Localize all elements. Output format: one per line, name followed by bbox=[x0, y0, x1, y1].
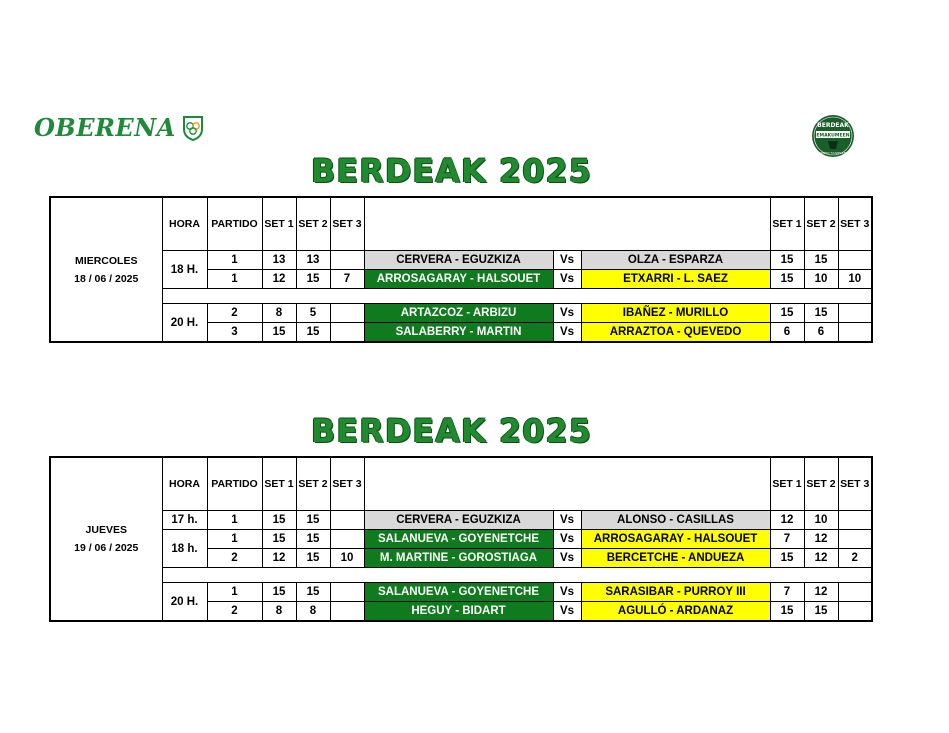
score-a-set3 bbox=[330, 323, 364, 343]
score-b-set1: 12 bbox=[770, 511, 804, 530]
score-a-set1: 12 bbox=[262, 549, 296, 568]
score-a-set3: 7 bbox=[330, 270, 364, 289]
header-blank bbox=[364, 457, 770, 511]
score-b-set2: 12 bbox=[804, 549, 838, 568]
hora-header: HORA bbox=[162, 457, 207, 511]
score-a-set3 bbox=[330, 304, 364, 323]
hora-cell: 20 H. bbox=[162, 304, 207, 343]
team-a: HEGUY - BIDART bbox=[364, 602, 553, 622]
score-a-set2: 15 bbox=[296, 549, 330, 568]
score-a-set3: 10 bbox=[330, 549, 364, 568]
partido-cell: 1 bbox=[207, 511, 262, 530]
score-b-set2: 15 bbox=[804, 602, 838, 622]
score-a-set2: 8 bbox=[296, 602, 330, 622]
score-a-set1: 15 bbox=[262, 530, 296, 549]
score-a-set1: 15 bbox=[262, 323, 296, 343]
score-a-set1: 8 bbox=[262, 602, 296, 622]
score-a-set2: 15 bbox=[296, 583, 330, 602]
set2-header-b: SET 2 bbox=[804, 197, 838, 251]
spacer-row bbox=[50, 289, 872, 304]
day-name: MIERCOLES bbox=[75, 254, 138, 267]
table-row bbox=[50, 583, 872, 602]
emblem-mid-text: EMAKUMEEN bbox=[816, 133, 850, 139]
score-b-set1: 6 bbox=[770, 323, 804, 343]
spacer-cell bbox=[162, 568, 872, 583]
team-b: ARRAZTOA - QUEVEDO bbox=[581, 323, 770, 343]
score-a-set1: 8 bbox=[262, 304, 296, 323]
score-b-set3 bbox=[838, 323, 872, 343]
vs-label: Vs bbox=[553, 270, 581, 289]
score-a-set2: 15 bbox=[296, 530, 330, 549]
partido-cell: 2 bbox=[207, 304, 262, 323]
score-b-set3 bbox=[838, 251, 872, 270]
team-a: M. MARTINE - GOROSTIAGA bbox=[364, 549, 553, 568]
table-row bbox=[50, 530, 872, 549]
set3-header: SET 3 bbox=[330, 197, 364, 251]
team-a: SALANUEVA - GOYENETCHE bbox=[364, 530, 553, 549]
set1-header-b: SET 1 bbox=[770, 197, 804, 251]
set3-header-b: SET 3 bbox=[838, 197, 872, 251]
team-a: SALABERRY - MARTIN bbox=[364, 323, 553, 343]
score-a-set3 bbox=[330, 530, 364, 549]
score-b-set3: 10 bbox=[838, 270, 872, 289]
score-b-set2: 12 bbox=[804, 583, 838, 602]
hora-header: HORA bbox=[162, 197, 207, 251]
score-a-set3 bbox=[330, 251, 364, 270]
score-a-set1: 15 bbox=[262, 583, 296, 602]
day-cell bbox=[50, 457, 162, 621]
set3-header-b: SET 3 bbox=[838, 457, 872, 511]
score-a-set3 bbox=[330, 583, 364, 602]
partido-header: PARTIDO bbox=[207, 457, 262, 511]
hora-cell: 17 h. bbox=[162, 511, 207, 530]
score-a-set3 bbox=[330, 602, 364, 622]
partido-cell: 2 bbox=[207, 549, 262, 568]
score-a-set2: 13 bbox=[296, 251, 330, 270]
score-b-set2: 10 bbox=[804, 511, 838, 530]
score-a-set2: 15 bbox=[296, 323, 330, 343]
score-b-set2: 12 bbox=[804, 530, 838, 549]
score-b-set1: 7 bbox=[770, 583, 804, 602]
score-a-set2: 15 bbox=[296, 511, 330, 530]
partido-cell: 1 bbox=[207, 251, 262, 270]
team-a: ARTAZCOZ - ARBIZU bbox=[364, 304, 553, 323]
hora-cell: 18 H. bbox=[162, 251, 207, 289]
spacer-cell bbox=[162, 289, 872, 304]
table-row bbox=[50, 304, 872, 323]
set1-header: SET 1 bbox=[262, 197, 296, 251]
vs-label: Vs bbox=[553, 323, 581, 343]
day-date: 19 / 06 / 2025 bbox=[74, 542, 139, 554]
set1-header-b: SET 1 bbox=[770, 457, 804, 511]
score-b-set2: 6 bbox=[804, 323, 838, 343]
score-b-set1: 15 bbox=[770, 549, 804, 568]
schedule-table-thursday bbox=[49, 456, 873, 622]
score-b-set3 bbox=[838, 304, 872, 323]
header-blank bbox=[364, 197, 770, 251]
header-row bbox=[50, 197, 872, 251]
score-b-set3 bbox=[838, 583, 872, 602]
score-a-set2: 5 bbox=[296, 304, 330, 323]
score-a-set2: 15 bbox=[296, 270, 330, 289]
oberena-logo bbox=[34, 113, 204, 142]
team-b: BERCETCHE - ANDUEZA bbox=[581, 549, 770, 568]
header-row bbox=[50, 457, 872, 511]
score-b-set3 bbox=[838, 602, 872, 622]
vs-label: Vs bbox=[553, 511, 581, 530]
oberena-wordmark: OBERENA bbox=[34, 113, 176, 142]
team-b: ALONSO - CASILLAS bbox=[581, 511, 770, 530]
score-b-set2: 10 bbox=[804, 270, 838, 289]
vs-label: Vs bbox=[553, 251, 581, 270]
hora-cell: 18 h. bbox=[162, 530, 207, 568]
score-b-set2: 15 bbox=[804, 304, 838, 323]
partido-cell: 1 bbox=[207, 530, 262, 549]
partido-cell: 1 bbox=[207, 270, 262, 289]
score-b-set3 bbox=[838, 511, 872, 530]
day-cell bbox=[50, 197, 162, 342]
emblem-bottom-text: TORNEO TXAPELKETA bbox=[816, 151, 850, 155]
team-b: OLZA - ESPARZA bbox=[581, 251, 770, 270]
score-b-set1: 15 bbox=[770, 602, 804, 622]
team-b: SARASIBAR - PURROY III bbox=[581, 583, 770, 602]
hora-cell: 20 H. bbox=[162, 583, 207, 622]
page-title-2: BERDEAK 2025 bbox=[310, 412, 593, 450]
set2-header: SET 2 bbox=[296, 197, 330, 251]
table-row bbox=[50, 511, 872, 530]
emblem-top-text: BERDEAK bbox=[817, 122, 849, 129]
team-b: IBAÑEZ - MURILLO bbox=[581, 304, 770, 323]
score-b-set1: 15 bbox=[770, 251, 804, 270]
shield-icon bbox=[182, 115, 204, 141]
score-b-set1: 15 bbox=[770, 270, 804, 289]
set2-header-b: SET 2 bbox=[804, 457, 838, 511]
score-b-set1: 7 bbox=[770, 530, 804, 549]
score-b-set2: 15 bbox=[804, 251, 838, 270]
vs-label: Vs bbox=[553, 602, 581, 622]
score-b-set3: 2 bbox=[838, 549, 872, 568]
partido-cell: 3 bbox=[207, 323, 262, 343]
partido-cell: 1 bbox=[207, 583, 262, 602]
score-b-set3 bbox=[838, 530, 872, 549]
vs-label: Vs bbox=[553, 583, 581, 602]
set2-header: SET 2 bbox=[296, 457, 330, 511]
spacer-row bbox=[50, 568, 872, 583]
schedule-table-wednesday bbox=[49, 196, 873, 343]
partido-cell: 2 bbox=[207, 602, 262, 622]
vs-label: Vs bbox=[553, 549, 581, 568]
score-a-set1: 12 bbox=[262, 270, 296, 289]
day-name: JUEVES bbox=[85, 524, 127, 536]
set1-header: SET 1 bbox=[262, 457, 296, 511]
team-b: ARROSAGARAY - HALSOUET bbox=[581, 530, 770, 549]
set3-header: SET 3 bbox=[330, 457, 364, 511]
page-title-1: BERDEAK 2025 bbox=[310, 152, 593, 190]
score-a-set1: 15 bbox=[262, 511, 296, 530]
day-date: 18 / 06 / 2025 bbox=[74, 272, 139, 285]
team-a: CERVERA - EGUZKIZA bbox=[364, 511, 553, 530]
team-a: CERVERA - EGUZKIZA bbox=[364, 251, 553, 270]
team-a: SALANUEVA - GOYENETCHE bbox=[364, 583, 553, 602]
vs-label: Vs bbox=[553, 530, 581, 549]
table-row bbox=[50, 251, 872, 270]
team-b: AGULLÓ - ARDANAZ bbox=[581, 602, 770, 622]
score-a-set1: 13 bbox=[262, 251, 296, 270]
team-b: ETXARRI - L. SAEZ bbox=[581, 270, 770, 289]
score-b-set1: 15 bbox=[770, 304, 804, 323]
vs-label: Vs bbox=[553, 304, 581, 323]
score-a-set3 bbox=[330, 511, 364, 530]
partido-header: PARTIDO bbox=[207, 197, 262, 251]
team-a: ARROSAGARAY - HALSOUET bbox=[364, 270, 553, 289]
